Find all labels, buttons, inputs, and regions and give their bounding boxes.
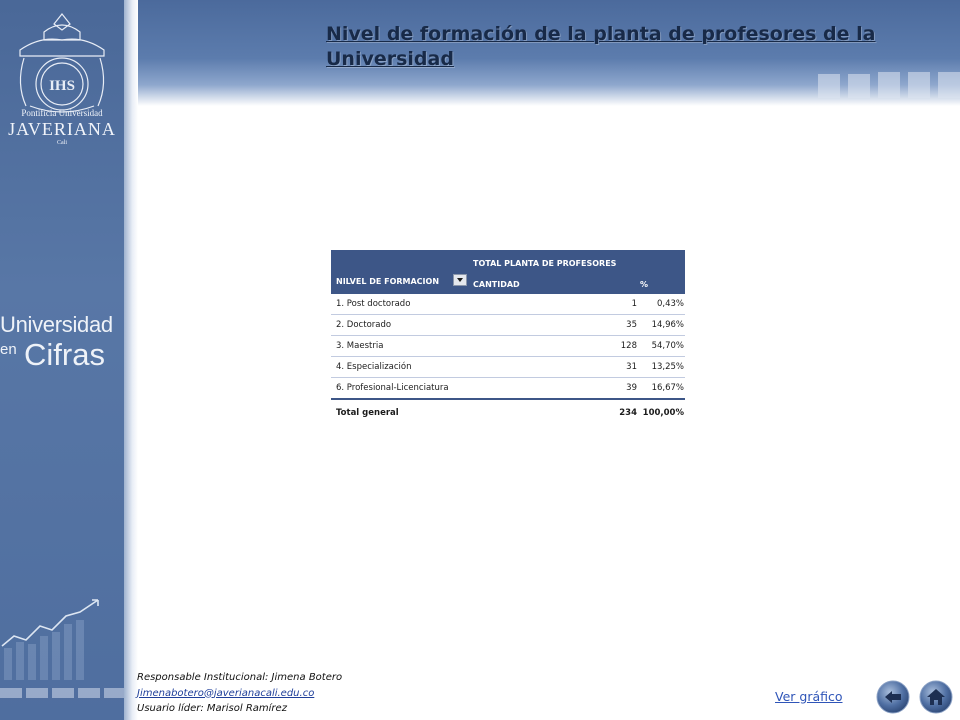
header-nivel-formacion: NILVEL DE FORMACION [336,277,440,286]
row-label: 3. Maestria [336,341,384,351]
row-label: 2. Doctorado [336,320,392,330]
table-row [331,315,685,336]
total-quantity: 234 [619,408,637,418]
pivot-table [331,250,685,422]
table-row [331,357,685,378]
sidebar-edge-gradient [124,0,138,720]
logo-line-javeriana: JAVERIANA [8,119,116,139]
dropdown-filter-icon[interactable] [453,274,467,286]
sidebar [0,0,124,720]
total-label: Total general [336,408,399,418]
footer-credits [137,670,342,717]
table-row [331,294,685,315]
header-percent: % [640,280,649,289]
back-arrow-icon[interactable] [876,680,910,714]
leader-text: Usuario líder: Marisol Ramírez [137,703,287,714]
banner-en: en [0,341,17,358]
row-quantity: 39 [626,383,637,393]
row-quantity: 35 [626,320,637,330]
pivot-header [331,250,685,294]
svg-text:IHS: IHS [49,78,75,94]
ver-grafico-link[interactable]: Ver gráfico [775,689,843,704]
table-row [331,336,685,357]
row-percent: 16,67% [651,383,684,393]
university-wordmark [4,108,120,147]
row-quantity: 31 [626,362,637,372]
row-label: 4. Especialización [336,362,412,372]
row-percent: 14,96% [651,320,684,330]
page-title: Nivel de formación de la planta de profesores de la Universidad [326,23,876,70]
email-link[interactable]: Jimenabotero@javerianacali.edu.co [137,687,315,699]
banner-universidad: Universidad [0,312,113,337]
logo-line-pontificia: Pontificia Universidad [21,108,103,118]
row-percent: 13,25% [651,362,684,372]
row-quantity: 1 [631,299,637,309]
row-label: 6. Profesional-Licenciatura [336,383,449,393]
row-label: 1. Post doctorado [336,299,411,309]
table-row [331,378,685,400]
total-row [331,400,685,422]
responsible-text: Responsable Institucional: Jimena Botero [137,672,343,683]
growth-chart-icon [0,590,124,680]
banner-cifras: Cifras [24,337,105,372]
home-icon[interactable] [919,680,953,714]
total-percent: 100,00% [642,408,684,418]
decorative-bars [0,684,124,720]
header-total-planta: TOTAL PLANTA DE PROFESORES [473,259,617,268]
logo-line-cali: Cali [57,140,67,146]
row-percent: 54,70% [651,341,684,351]
row-percent: 0,43% [656,299,684,309]
row-quantity: 128 [620,341,637,351]
header-cantidad: CANTIDAD [473,280,520,289]
universidad-en-cifras-banner [0,312,124,372]
